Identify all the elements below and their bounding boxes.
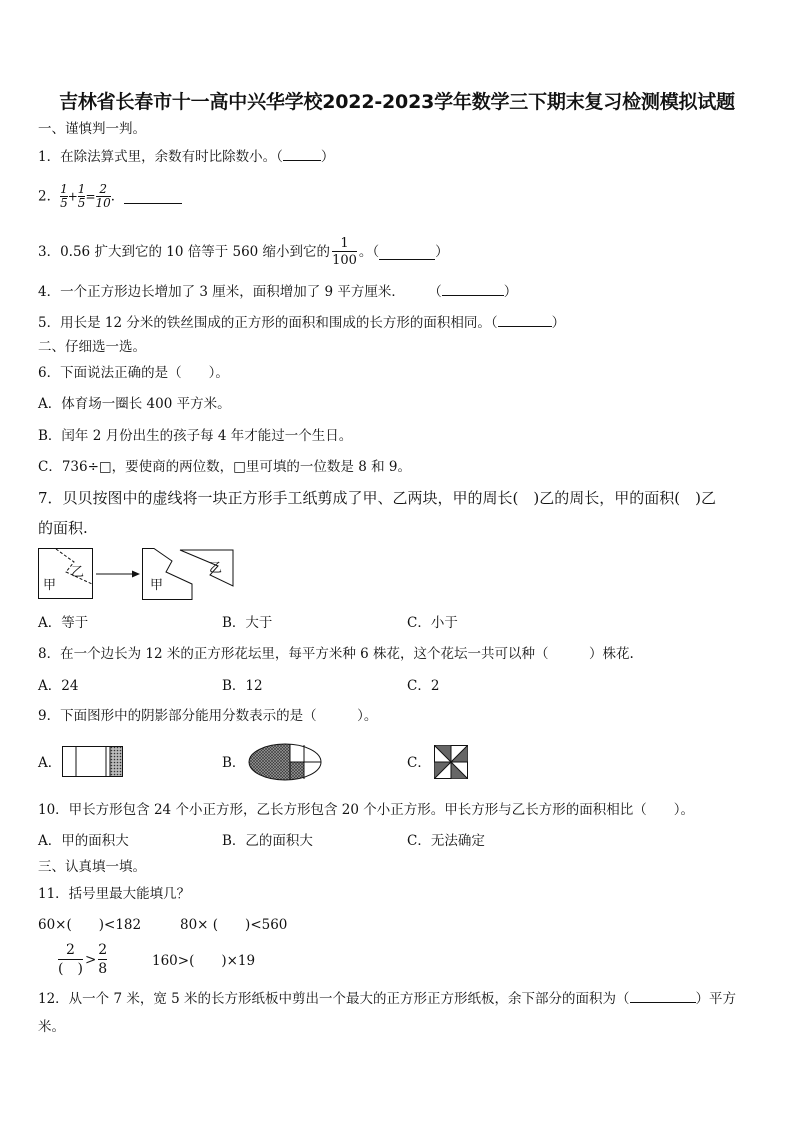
- question-12-line-2: 米。: [38, 1019, 65, 1035]
- question-4: 4．一个正方形边长增加了 3 厘米，面积增加了 9 平方厘米． （ ）: [38, 281, 517, 301]
- label-jia: 甲: [43, 578, 57, 593]
- question-8-option-a[interactable]: A．24: [38, 678, 79, 694]
- shaded-ellipse-figure: [248, 743, 322, 781]
- question-8-option-b[interactable]: B．12: [222, 678, 263, 694]
- label-yi-piece: 乙: [209, 561, 223, 576]
- question-5: 5．用长是 12 分米的铁丝围成的正方形的面积和围成的长方形的面积相同。（ ）: [38, 312, 565, 332]
- question-9-option-a[interactable]: A．: [38, 755, 62, 771]
- question-6-option-b[interactable]: B．闰年 2 月份出生的孩子每 4 年才能过一个生日。: [38, 428, 353, 444]
- answer-blank-2[interactable]: [124, 189, 182, 204]
- question-10-option-c[interactable]: C．无法确定: [407, 833, 485, 849]
- question-11: 11．括号里最大能填几？: [38, 886, 191, 902]
- section-heading-1: 一、谨慎判一判。: [38, 121, 146, 137]
- question-2: 2． $\frac{1}{5}$ + $\frac{1}{5}$ = $\frac{2}{10}$ ．: [38, 183, 182, 210]
- answer-blank-5[interactable]: [498, 312, 552, 327]
- section-heading-2: 二、仔细选一选。: [38, 339, 146, 355]
- question-11-expression-3[interactable]: $\frac{2}{( )}$ > $\frac{2}{8}$: [58, 942, 108, 977]
- question-7-option-c[interactable]: C．小于: [407, 615, 458, 631]
- question-10-option-b[interactable]: B．乙的面积大: [222, 833, 313, 849]
- answer-blank-3[interactable]: [379, 245, 435, 260]
- question-7-line-2: 的面积.: [38, 519, 88, 537]
- question-1-close: ）: [320, 149, 335, 165]
- fraction-two-over-blank: $\frac{2}{( )}$: [58, 942, 83, 977]
- question-11-expression-2[interactable]: 80× ( )<560: [180, 917, 288, 933]
- answer-blank-12[interactable]: [630, 988, 696, 1003]
- fraction-one-fifth-b: $\frac{1}{5}$: [77, 182, 86, 210]
- question-10-option-a[interactable]: A．甲的面积大: [38, 833, 129, 849]
- question-3: 3．0.56 扩大到它的 10 倍等于 560 缩小到它的 $\frac{1}{100}$ 。（ ）: [38, 236, 449, 268]
- fraction-two-eighths: $\frac{2}{8}$: [98, 942, 108, 977]
- question-7-line-1: 7．贝贝按图中的虚线将一块正方形手工纸剪成了甲、乙两块，甲的周长( )乙的周长，甲的面积( )乙: [38, 489, 716, 507]
- arrow-icon: [96, 569, 140, 579]
- fraction-two-tenths: $\frac{2}{10}$: [95, 182, 111, 210]
- question-2-num: 2．: [38, 188, 61, 205]
- question-9-option-b[interactable]: B．: [222, 755, 246, 771]
- question-6: 6．下面说法正确的是（ ）。: [38, 365, 229, 381]
- question-1: [38, 146, 334, 166]
- question-8-option-c[interactable]: C．2: [407, 678, 440, 694]
- fraction-one-hundredth: $\frac{1}{100}$: [332, 236, 357, 268]
- question-4-text: 4．一个正方形边长增加了 3 厘米，面积增加了 9 平方厘米．: [38, 284, 405, 300]
- question-9: 9．下面图形中的阴影部分能用分数表示的是（ ）。: [38, 708, 378, 724]
- label-yi: 乙: [71, 565, 85, 580]
- question-7-option-b[interactable]: B．大于: [222, 615, 273, 631]
- question-8: 8．在一个边长为 12 米的正方形花坛里，每平方米种 6 株花，这个花坛一共可以种（ ）株花.: [38, 646, 634, 662]
- question-12-line-1: 12．从一个 7 米，宽 5 米的长方形纸板中剪出一个最大的正方形正方形纸板，余下部分的面积为（ ）平方: [38, 988, 736, 1008]
- shaded-square-figure: [434, 745, 468, 779]
- question-3-text: 3．0.56 扩大到它的 10 倍等于 560 缩小到它的: [38, 244, 331, 260]
- section-heading-3: 三、认真填一填。: [38, 859, 146, 875]
- question-6-option-c[interactable]: C．736÷□，要使商的两位数，□里可填的一位数是 8 和 9。: [38, 459, 411, 475]
- shaded-rectangle-figure: [62, 746, 124, 778]
- question-11-expression-1[interactable]: 60×( )<182: [38, 917, 142, 933]
- answer-blank-1[interactable]: [283, 146, 321, 161]
- page-title: 吉林省长春市十一高中兴华学校2022-2023学年数学三下期末复习检测模拟试题: [59, 91, 735, 113]
- question-12-text: 12．从一个 7 米，宽 5 米的长方形纸板中剪出一个最大的正方形正方形纸板，余下部分的面积为（: [38, 991, 630, 1007]
- question-10: 10．甲长方形包含 24 个小正方形，乙长方形包含 20 个小正方形。甲长方形与乙长方形的面积相比（ ）。: [38, 802, 694, 818]
- fraction-one-fifth-a: $\frac{1}{5}$: [60, 182, 68, 210]
- question-6-option-a[interactable]: A．体育场一圈长 400 平方米。: [38, 396, 231, 412]
- answer-blank-4[interactable]: [442, 281, 504, 296]
- question-5-text: 5．用长是 12 分米的铁丝围成的正方形的面积和围成的长方形的面积相同。（: [38, 315, 498, 331]
- question-1-text: 1．在除法算式里，余数有时比除数小。（: [38, 149, 283, 165]
- question-9-option-c[interactable]: C．: [407, 755, 431, 771]
- label-jia-piece: 甲: [150, 578, 164, 593]
- question-7-option-a[interactable]: A．等于: [38, 615, 89, 631]
- question-11-expression-4[interactable]: 160>( )×19: [152, 953, 256, 969]
